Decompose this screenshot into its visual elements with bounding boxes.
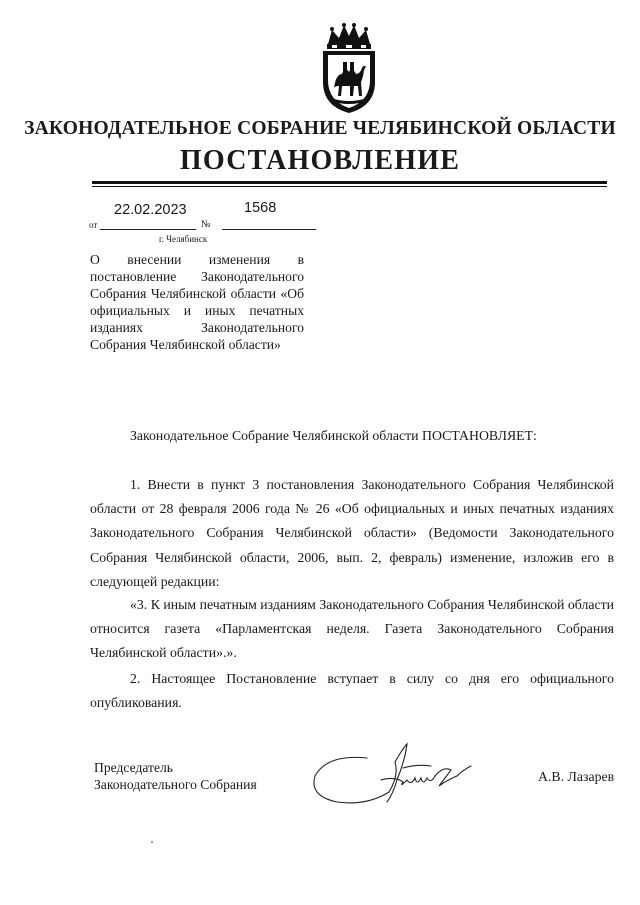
paragraph-1: 1. Внести в пункт 3 постановления Законодательного Собрания Челябинской области от 28 февраля 2006 года № 26 «Об официальных и иных печатных изданиях Законодательного Собрания Челябинской области» (Ведомости Законодательного Собрания Челябинской области, 2006, вып. 2, февраль) изменение, изложив его в следующей редакции: [90,477,614,589]
date-underline [100,229,196,230]
paragraph-2: 2. Настоящее Постановление вступает в силу со дня его официального опубликования. [90,671,614,711]
document-type-heading: ПОСТАНОВЛЕНИЕ [179,145,461,176]
number-underline [222,229,316,230]
header-rule-thin [92,186,607,187]
header-rule-thick [92,181,607,184]
document-number: 1568 [244,200,277,216]
paragraph-quote: «3. К иным печатным изданиям Законодательного Собрания Челябинской области относится газета «Парламентская неделя. Газета Законодательного Собрания Челябинской области».». [90,597,614,661]
scan-speck [151,841,153,843]
organization-title: ЗАКОНОДАТЕЛЬНОЕ СОБРАНИЕ ЧЕЛЯБИНСКОЙ ОБЛАСТИ [24,118,616,139]
handwritten-signature-icon [307,736,479,810]
document-subject: О внесении изменения в постановление Законодательного Собрания Челябинской области «Об официальных и иных печатных изданиях Законодательного Собрания Челябинской области» [90,252,304,352]
number-label: № [201,219,211,230]
city-label: г. Челябинск [159,234,208,244]
preamble: Законодательное Собрание Челябинской области ПОСТАНОВЛЯЕТ: [130,428,537,443]
signatory-title: Председатель Законодательного Собрания [94,760,257,792]
signatory-name: А.В. Лазарев [538,769,615,784]
document-date: 22.02.2023 [114,202,187,218]
coat-of-arms-icon [318,22,380,114]
from-label: от [89,220,98,230]
